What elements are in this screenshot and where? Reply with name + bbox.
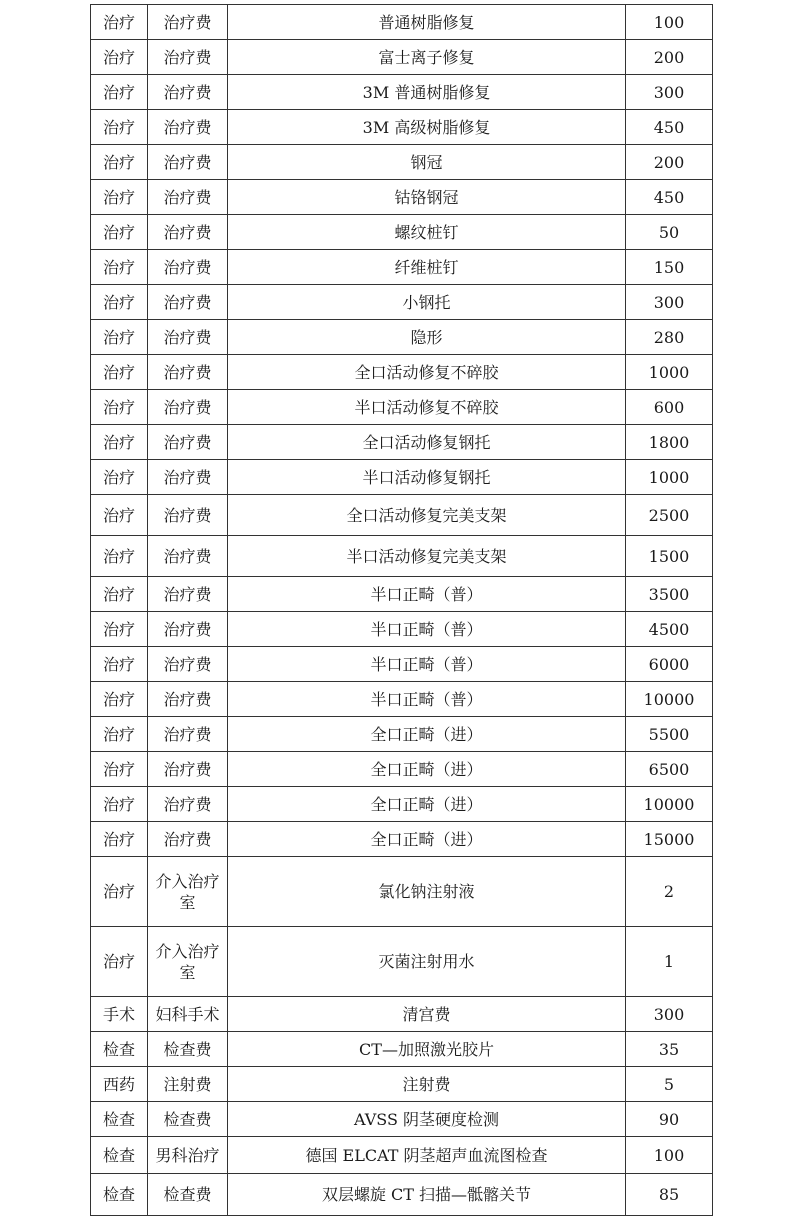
item-cell: CT—加照激光胶片 [228,1032,626,1067]
category-cell: 治疗 [91,857,148,927]
table-row [91,1137,713,1174]
category-cell: 治疗 [91,577,148,612]
table-row [91,1067,713,1102]
type-cell: 治疗费 [148,787,228,822]
price-cell: 300 [626,285,713,320]
table-row [91,495,713,536]
category-cell: 治疗 [91,320,148,355]
type-cell: 男科治疗 [148,1137,228,1174]
category-cell: 治疗 [91,787,148,822]
price-cell: 6000 [626,647,713,682]
type-cell: 治疗费 [148,285,228,320]
category-cell: 治疗 [91,822,148,857]
type-cell: 治疗费 [148,320,228,355]
price-cell: 5 [626,1067,713,1102]
table-row [91,215,713,250]
item-cell: 钢冠 [228,145,626,180]
price-cell: 4500 [626,612,713,647]
type-cell: 治疗费 [148,717,228,752]
item-cell: 灭菌注射用水 [228,927,626,997]
table-row [91,40,713,75]
table-row [91,250,713,285]
price-cell: 5500 [626,717,713,752]
type-cell: 治疗费 [148,355,228,390]
category-cell: 治疗 [91,752,148,787]
table-row [91,536,713,577]
type-cell: 治疗费 [148,5,228,40]
table-row [91,180,713,215]
price-cell: 15000 [626,822,713,857]
item-cell: 半口正畸（普） [228,647,626,682]
item-cell: 半口活动修复不碎胶 [228,390,626,425]
table-row [91,110,713,145]
price-cell: 1800 [626,425,713,460]
type-cell: 治疗费 [148,40,228,75]
type-cell: 治疗费 [148,822,228,857]
category-cell: 治疗 [91,75,148,110]
type-cell: 治疗费 [148,647,228,682]
item-cell: 全口活动修复钢托 [228,425,626,460]
table-row [91,1032,713,1067]
price-cell: 1500 [626,536,713,577]
item-cell: 半口正畸（普） [228,682,626,717]
item-cell: 全口正畸（进） [228,787,626,822]
price-cell: 600 [626,390,713,425]
type-cell: 治疗费 [148,145,228,180]
type-cell: 介入治疗室 [148,927,228,997]
type-cell: 治疗费 [148,536,228,577]
item-cell: 全口正畸（进） [228,752,626,787]
item-cell: 小钢托 [228,285,626,320]
table-row [91,320,713,355]
item-cell: 全口正畸（进） [228,822,626,857]
item-cell: 半口活动修复钢托 [228,460,626,495]
item-cell: 双层螺旋 CT 扫描—骶髂关节 [228,1174,626,1216]
type-cell: 治疗费 [148,250,228,285]
table-row [91,1174,713,1216]
table-row [91,145,713,180]
category-cell: 西药 [91,1067,148,1102]
category-cell: 检查 [91,1174,148,1216]
type-cell: 治疗费 [148,612,228,647]
type-cell: 检查费 [148,1102,228,1137]
item-cell: 螺纹桩钉 [228,215,626,250]
type-cell: 妇科手术 [148,997,228,1032]
category-cell: 治疗 [91,612,148,647]
type-cell: 治疗费 [148,682,228,717]
price-cell: 280 [626,320,713,355]
type-cell: 检查费 [148,1032,228,1067]
price-cell: 100 [626,5,713,40]
table-row [91,787,713,822]
price-cell: 10000 [626,787,713,822]
table-row [91,752,713,787]
price-cell: 3500 [626,577,713,612]
price-cell: 200 [626,40,713,75]
type-cell: 注射费 [148,1067,228,1102]
table-row [91,1102,713,1137]
item-cell: 隐形 [228,320,626,355]
price-cell: 1000 [626,355,713,390]
category-cell: 治疗 [91,215,148,250]
type-cell: 治疗费 [148,495,228,536]
item-cell: 纤维桩钉 [228,250,626,285]
item-cell: 注射费 [228,1067,626,1102]
category-cell: 治疗 [91,495,148,536]
table-row [91,682,713,717]
table-row [91,577,713,612]
category-cell: 治疗 [91,717,148,752]
table-row [91,390,713,425]
type-cell: 介入治疗室 [148,857,228,927]
category-cell: 治疗 [91,180,148,215]
type-cell: 治疗费 [148,460,228,495]
table-row [91,857,713,927]
item-cell: 清宫费 [228,997,626,1032]
type-cell: 治疗费 [148,75,228,110]
price-cell: 450 [626,110,713,145]
category-cell: 治疗 [91,145,148,180]
item-cell: 半口正畸（普） [228,577,626,612]
item-cell: AVSS 阴茎硬度检测 [228,1102,626,1137]
price-cell: 10000 [626,682,713,717]
category-cell: 检查 [91,1102,148,1137]
category-cell: 手术 [91,997,148,1032]
type-cell: 治疗费 [148,215,228,250]
table-row [91,460,713,495]
table-row [91,75,713,110]
fee-table [90,4,713,1216]
price-cell: 90 [626,1102,713,1137]
category-cell: 治疗 [91,536,148,577]
table-row [91,647,713,682]
table-row [91,997,713,1032]
item-cell: 半口活动修复完美支架 [228,536,626,577]
price-cell: 450 [626,180,713,215]
type-cell: 治疗费 [148,180,228,215]
type-cell: 治疗费 [148,752,228,787]
category-cell: 治疗 [91,390,148,425]
category-cell: 治疗 [91,5,148,40]
table-row [91,717,713,752]
category-cell: 治疗 [91,355,148,390]
table-row [91,612,713,647]
price-cell: 150 [626,250,713,285]
item-cell: 半口正畸（普） [228,612,626,647]
price-cell: 300 [626,75,713,110]
item-cell: 全口正畸（进） [228,717,626,752]
price-cell: 200 [626,145,713,180]
table-row [91,285,713,320]
price-cell: 85 [626,1174,713,1216]
category-cell: 治疗 [91,285,148,320]
price-cell: 35 [626,1032,713,1067]
price-cell: 50 [626,215,713,250]
category-cell: 治疗 [91,927,148,997]
type-cell: 检查费 [148,1174,228,1216]
price-cell: 100 [626,1137,713,1174]
item-cell: 全口活动修复完美支架 [228,495,626,536]
table-row [91,355,713,390]
category-cell: 治疗 [91,682,148,717]
price-cell: 1 [626,927,713,997]
category-cell: 治疗 [91,647,148,682]
price-cell: 1000 [626,460,713,495]
price-cell: 300 [626,997,713,1032]
price-cell: 2500 [626,495,713,536]
category-cell: 治疗 [91,40,148,75]
price-cell: 2 [626,857,713,927]
item-cell: 氯化钠注射液 [228,857,626,927]
type-cell: 治疗费 [148,425,228,460]
item-cell: 德国 ELCAT 阴茎超声血流图检查 [228,1137,626,1174]
item-cell: 3M 普通树脂修复 [228,75,626,110]
item-cell: 全口活动修复不碎胶 [228,355,626,390]
item-cell: 3M 高级树脂修复 [228,110,626,145]
table-row [91,425,713,460]
type-cell: 治疗费 [148,577,228,612]
table-row [91,822,713,857]
table-row [91,927,713,997]
item-cell: 富士离子修复 [228,40,626,75]
item-cell: 普通树脂修复 [228,5,626,40]
category-cell: 治疗 [91,110,148,145]
type-cell: 治疗费 [148,110,228,145]
category-cell: 检查 [91,1032,148,1067]
price-cell: 6500 [626,752,713,787]
category-cell: 治疗 [91,425,148,460]
item-cell: 钴铬钢冠 [228,180,626,215]
category-cell: 检查 [91,1137,148,1174]
category-cell: 治疗 [91,250,148,285]
table-row [91,5,713,40]
category-cell: 治疗 [91,460,148,495]
type-cell: 治疗费 [148,390,228,425]
